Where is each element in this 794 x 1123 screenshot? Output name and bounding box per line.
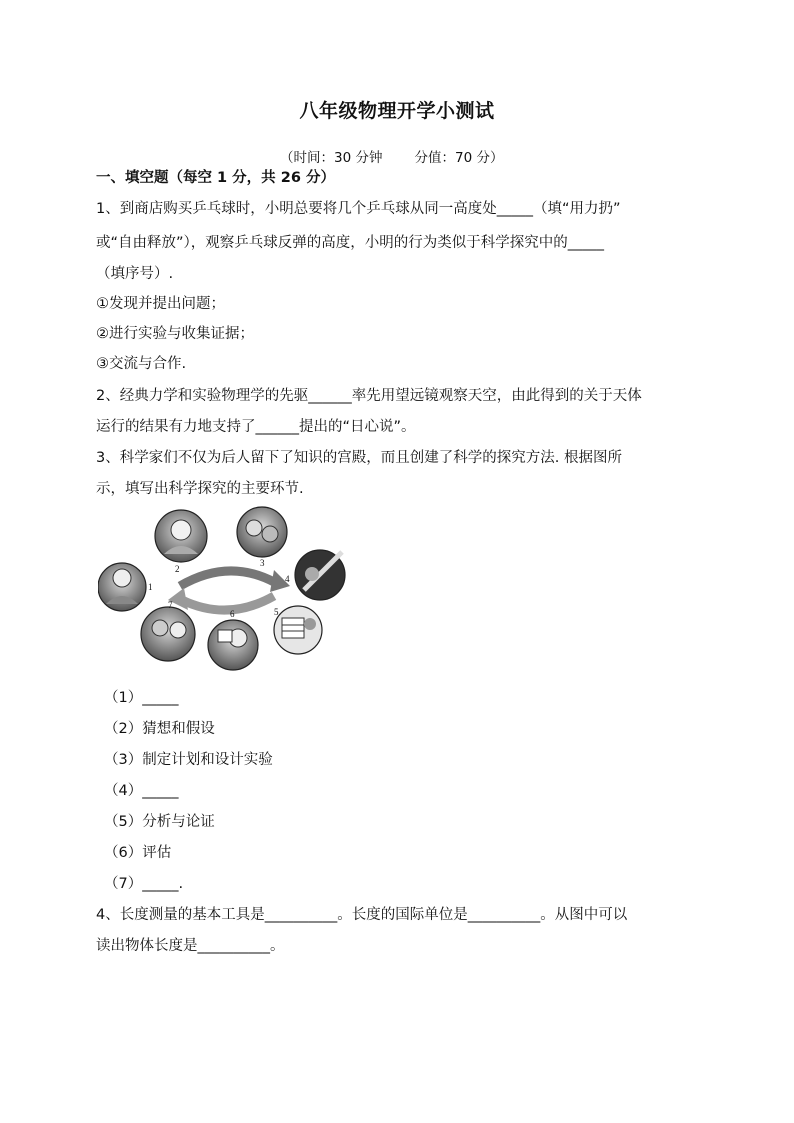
inquiry-cycle-figure xyxy=(98,500,358,675)
question-1-line-1: 1、到商店购买乒乓球时，小明总要将几个乒乓球从同一高度处_____（填“用力扔” xyxy=(96,201,621,217)
portrait-4-icon xyxy=(295,550,345,600)
portrait-1-icon xyxy=(98,563,146,611)
question-1-option-2: ②进行实验与收集证据； xyxy=(96,326,254,342)
question-3-item-5: （5）分析与论证 xyxy=(104,814,215,830)
page-title: 八年级物理开学小测试 xyxy=(299,100,495,122)
section-heading: 一、填空题（每空 1 分，共 26 分） xyxy=(96,170,335,186)
question-2-line-1: 2、经典力学和实验物理学的先驱______率先用望远镜观察天空，由此得到的关于天体 xyxy=(96,388,642,404)
figure-label-2: 2 xyxy=(175,564,180,574)
portrait-2-icon xyxy=(155,510,207,562)
figure-label-1: 1 xyxy=(148,582,153,592)
total-score: 分值：70 分） xyxy=(414,150,504,166)
question-1-line-3: （填序号）. xyxy=(96,266,174,282)
question-3-line-1: 3、科学家们不仅为后人留下了知识的宫殿，而且创建了科学的探究方法. 根据图所 xyxy=(96,450,622,466)
question-3-item-2: （2）猜想和假设 xyxy=(104,721,215,737)
cycle-arrows-icon xyxy=(168,570,290,610)
figure-label-4: 4 xyxy=(285,574,290,584)
portrait-5-icon xyxy=(274,606,322,654)
portrait-3-icon xyxy=(237,507,287,557)
question-3-item-3: （3）制定计划和设计实验 xyxy=(104,752,273,768)
question-1-option-1: ①发现并提出问题； xyxy=(96,296,225,312)
test-meta xyxy=(280,146,535,166)
question-2-line-2: 运行的结果有力地支持了______提出的“日心说”。 xyxy=(96,419,416,435)
question-4-line-2: 读出物体长度是__________。 xyxy=(96,938,285,954)
figure-label-7: 7 xyxy=(168,600,173,610)
figure-label-6: 6 xyxy=(230,609,235,619)
question-3-line-2: 示，填写出科学探究的主要环节. xyxy=(96,481,304,497)
portrait-7-icon xyxy=(141,607,195,661)
time-limit: （时间：30 分钟 xyxy=(280,150,383,166)
question-1-option-3: ③交流与合作. xyxy=(96,356,187,372)
question-4-line-1: 4、长度测量的基本工具是__________。长度的国际单位是__________。从图中可以 xyxy=(96,907,628,923)
figure-label-3: 3 xyxy=(260,558,265,568)
question-1-line-2: 或“自由释放”），观察乒乓球反弹的高度，小明的行为类似于科学探究中的_____ xyxy=(96,235,605,251)
question-3-item-7: （7）_____. xyxy=(104,876,184,892)
portrait-6-icon xyxy=(208,620,258,670)
question-3-item-6: （6）评估 xyxy=(104,845,172,861)
question-3-item-1: （1）_____ xyxy=(104,690,179,706)
question-3-item-4: （4）_____ xyxy=(104,783,179,799)
figure-label-5: 5 xyxy=(274,607,279,617)
